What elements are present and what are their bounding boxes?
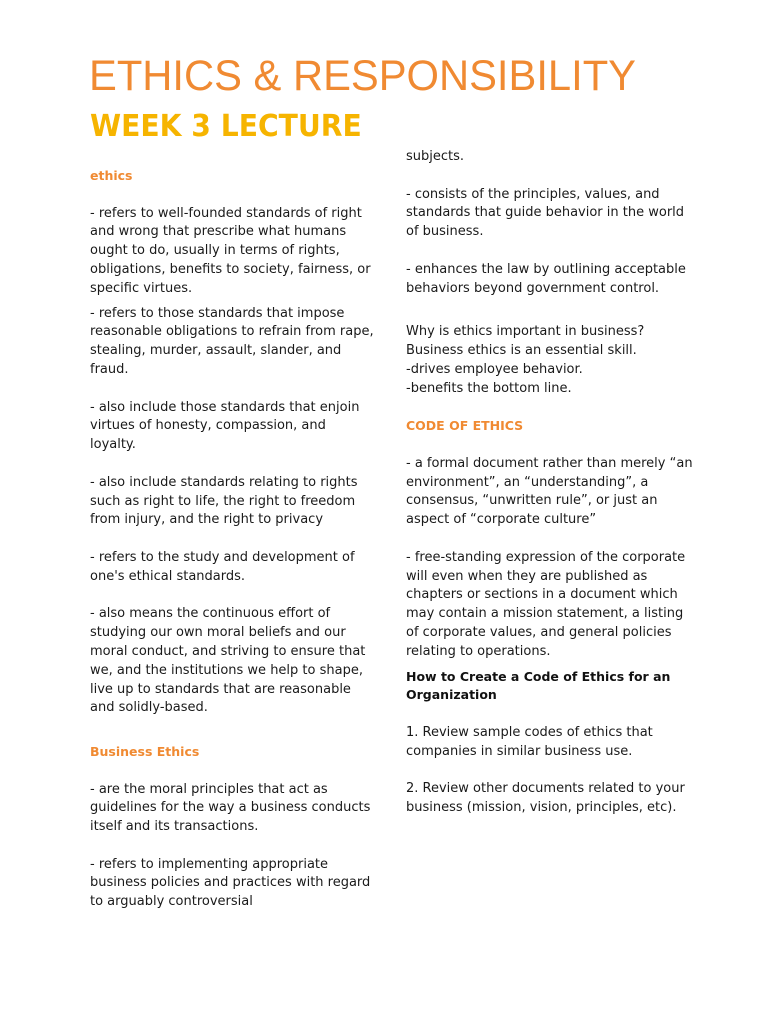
code-of-ethics-paragraph-2: - free-standing expression of the corporate will even when they are published as chapters or sections in a document which may contain a mission statement, a listing of corporate values, and general policies relating to operations. xyxy=(406,549,686,659)
continuation-text: subjects. xyxy=(406,149,465,164)
how-to-heading: How to Create a Code of Ethics for an Organization xyxy=(406,668,671,703)
business-ethics-paragraph-1: - are the moral principles that act as guidelines for the way a business conducts itself and its transactions. xyxy=(90,781,371,835)
left-column xyxy=(90,167,374,912)
why-line-1: Business ethics is an essential skill. xyxy=(406,342,637,358)
business-ethics-paragraph-3: - consists of the principles, values, and standards that guide behavior in the world of business. xyxy=(406,186,685,240)
ethics-paragraph-3: - also include those standards that enjoin virtues of honesty, compassion, and loyalty. xyxy=(90,399,360,453)
ethics-paragraph-6: - also means the continuous effort of studying our own moral beliefs and our moral conduct, and striving to ensure that we, and the institutions we help to shape, live up to standards that are reasonable and solidly-based. xyxy=(90,606,366,716)
ethics-paragraph-5: - refers to the study and development of one's ethical standards. xyxy=(90,549,355,584)
document-subtitle: WEEK 3 LECTURE xyxy=(90,109,362,144)
business-ethics-paragraph-4: - enhances the law by outlining acceptable behaviors beyond government control. xyxy=(406,261,686,296)
business-ethics-paragraph-2: - refers to implementing appropriate business policies and practices with regard to arguably controversial xyxy=(90,856,371,910)
ethics-paragraph-4: - also include standards relating to rights such as right to life, the right to freedom from injury, and the right to privacy xyxy=(90,474,358,528)
code-of-ethics-heading: CODE OF ETHICS xyxy=(406,418,524,434)
right-column xyxy=(406,148,696,818)
document-title: ETHICS & RESPONSIBILITY xyxy=(89,52,637,100)
ethics-heading: ethics xyxy=(90,168,133,183)
ethics-paragraph-2: - refers to those standards that impose reasonable obligations to refrain from rape, stealing, murder, assault, slander, and fraud. xyxy=(90,305,374,377)
step-2: 2. Review other documents related to your business (mission, vision, principles, etc). xyxy=(406,781,685,816)
why-line-3: -benefits the bottom line. xyxy=(406,380,572,396)
why-line-2: -drives employee behavior. xyxy=(406,361,583,377)
step-1: 1. Review sample codes of ethics that companies in similar business use. xyxy=(406,724,653,759)
code-of-ethics-paragraph-1: - a formal document rather than merely “an environment”, an “understanding”, a consensus, “unwritten rule”, or just an aspect of “corporate culture” xyxy=(406,455,693,528)
why-question: Why is ethics important in business? xyxy=(406,324,645,340)
ethics-paragraph-1: - refers to well-founded standards of right and wrong that prescribe what humans ought to do, usually in terms of rights, obligations, benefits to society, fairness, or specific virtues. xyxy=(90,205,371,296)
business-ethics-heading: Business Ethics xyxy=(90,743,200,759)
